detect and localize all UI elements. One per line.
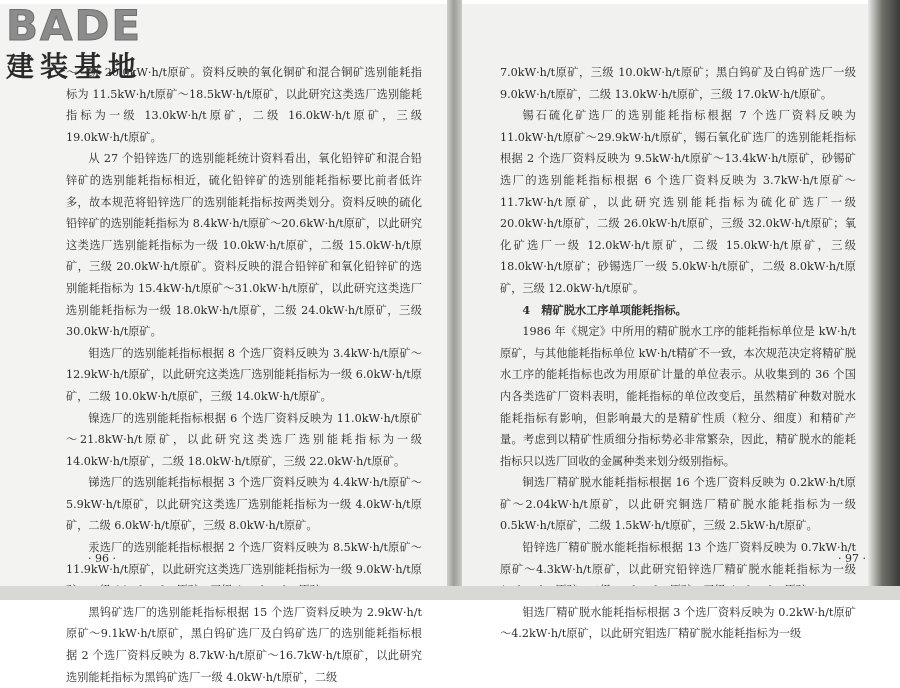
page-number-left: · 96 · (88, 552, 116, 565)
body-paragraph: 从 27 个铅锌选厂的选别能耗统计资料看出，氧化铅锌矿和混合铅锌矿的选别能耗指标相近，硫化铅锌矿的选别能耗指标要比前者低许多，故本规范将铅锌选厂的选别能耗指标按两类划分。资料反映的硫化铅锌矿的选别能耗指标为 8.4kW·h/t原矿～20.6kW·h/t原矿，以此研究这类选厂选别能耗指标为一级 10.0kW·h/t原矿，二级 15.0kW·h/t原矿，三级 20.0kW·h/t原矿。资料反映的混合铅锌矿和氧化铅锌矿的选别能耗指标为 15.4kW·h/t原矿～31.0kW·h/t原矿，以此研究这类选厂选别能耗指标为一级 18.0kW·h/t原矿，二级 24.0kW·h/t原矿，三级 30.0kW·h/t原矿。 (66, 152, 422, 339)
body-paragraph: 1986 年《规定》中所用的精矿脱水工序的能耗指标单位是 kW·h/t原矿，与其他能耗指标单位 kW·h/t精矿不一致，本次规范决定将精矿脱水工序的能耗指标也改为用原矿计量的单位表示。从收集到的 36 个国内各类选矿厂资料表明，能耗指标的单位改变后，虽然精矿种数对脱水能耗指标有影响，但影响最大的是精矿性质（粒分、细度）和精矿产量。考虑到以精矿性质细分指标势必非常繁杂，因此，精矿脱水的能耗指标只以选厂回收的金属种类来划分级别指标。 (500, 325, 856, 468)
body-paragraph: 锑选厂的选别能耗指标根据 3 个选厂资料反映为 4.4kW·h/t原矿～5.9kW·h/t原矿，以此研究这类选厂选别能耗指标为一级 4.0kW·h/t原矿，二级 6.0kW·h/t原矿，三级 8.0kW·h/t原矿。 (66, 476, 422, 533)
body-paragraph: 锡石硫化矿选厂的选别能耗指标根据 7 个选厂资料反映为 11.0kW·h/t原矿～29.9kW·h/t原矿，锡石氧化矿选厂的选别能耗指标根据 2 个选厂资料反映为 9.5kW·h/t原矿～13.4kW·h/t原矿，砂锡矿选厂的选别能耗指标根据 6 个选厂资料反映为 3.7kW·h/t原矿～11.7kW·h/t原矿，以此研究选别能耗指标为硫化矿选厂一级 20.0kW·h/t原矿，二级 26.0kW·h/t原矿，三级 32.0kW·h/t原矿；氧化矿选厂一级 12.0kW·h/t原矿，二级 15.0kW·h/t原矿，三级 18.0kW·h/t原矿；砂锡选厂一级 5.0kW·h/t原矿，二级 8.0kW·h/t原矿，三级 12.0kW·h/t原矿。 (500, 109, 856, 295)
body-paragraph: 镍选厂的选别能耗指标根据 6 个选厂资料反映为 11.0kW·h/t原矿～21.8kW·h/t原矿，以此研究这类选厂选别能耗指标为一级 14.0kW·h/t原矿，二级 18.0kW·h/t原矿，三级 22.0kW·h/t原矿。 (66, 411, 422, 468)
body-paragraph: 黑钨矿选厂的选别能耗指标根据 15 个选厂资料反映为 2.9kW·h/t原矿～9.1kW·h/t原矿，黑白钨矿选厂及白钨矿选厂的选别能耗指标根据 2 个选厂资料反映为 8.7kW·h/t原矿～16.7kW·h/t原矿，以此研究选别能耗指标为黑钨矿选厂一级 4.0kW·h/t原矿，二级 (66, 605, 422, 684)
right-page-body (500, 62, 856, 645)
watermark-cjk: 建装基地 (6, 50, 143, 83)
watermark-latin: BADE (6, 1, 143, 50)
scan-bottom-shadow (0, 586, 900, 600)
body-paragraph: 铜选厂精矿脱水能耗指标根据 16 个选厂资料反映为 0.2kW·h/t原矿～2.04kW·h/t原矿，以此研究铜选厂精矿脱水能耗指标为一级 0.5kW·h/t原矿，二级 1.5kW·h/t原矿，三级 2.5kW·h/t原矿。 (500, 476, 856, 533)
book-gutter (447, 0, 462, 600)
body-paragraph: 钼选厂精矿脱水能耗指标根据 3 个选厂资料反映为 0.2kW·h/t原矿～4.2kW·h/t原矿，以此研究钼选厂精矿脱水能耗指标为一级 (500, 605, 856, 641)
scan-edge-shadow (868, 0, 900, 600)
section-heading: 4 精矿脱水工序单项能耗指标。 (522, 302, 687, 317)
page-number-right: · 97 · (838, 552, 866, 565)
body-paragraph: 汞选厂的选别能耗指标根据 2 个选厂资料反映为 8.5kW·h/t原矿～11.9kW·h/t原矿，以此研究这类选厂选别能耗指标为一级 9.0kW·h/t原 (66, 541, 422, 576)
left-page (0, 1, 447, 684)
body-paragraph: ～三级 20.0kW·h/t原矿。资料反映的氧化铜矿和混合铜矿选别能耗指标为 11.5kW·h/t原矿～18.5kW·h/t原矿，以此研究这类选厂选别能耗指标为一级 13.0kW·h/t原矿，二级 16.0kW·h/t原矿，三级 19.0kW·h/t原矿。 (66, 66, 422, 144)
body-paragraph: 钼选厂的选别能耗指标根据 8 个选厂资料反映为 3.4kW·h/t原矿～12.9kW·h/t原矿，以此研究这类选厂选别能耗指标为一级 6.0kW·h/t原矿，二级 10.0kW·h/t原矿，三级 14.0kW·h/t原矿。 (66, 346, 422, 403)
right-page (462, 4, 882, 641)
body-paragraph: 铅锌选厂精矿脱水能耗指标根据 13 个选厂资料反映为 0.7kW·h/t原矿～4.3kW·h/t原矿，以此研究铅锌选厂精矿脱水能耗指标为一级 (500, 541, 856, 576)
watermark-logo (6, 1, 166, 86)
body-paragraph: 7.0kW·h/t原矿，三级 10.0kW·h/t原矿；黑白钨矿及白钨矿选厂一级 9.0kW·h/t原矿，二级 13.0kW·h/t原矿，三级 17.0kW·h/t原矿。 (500, 66, 856, 101)
